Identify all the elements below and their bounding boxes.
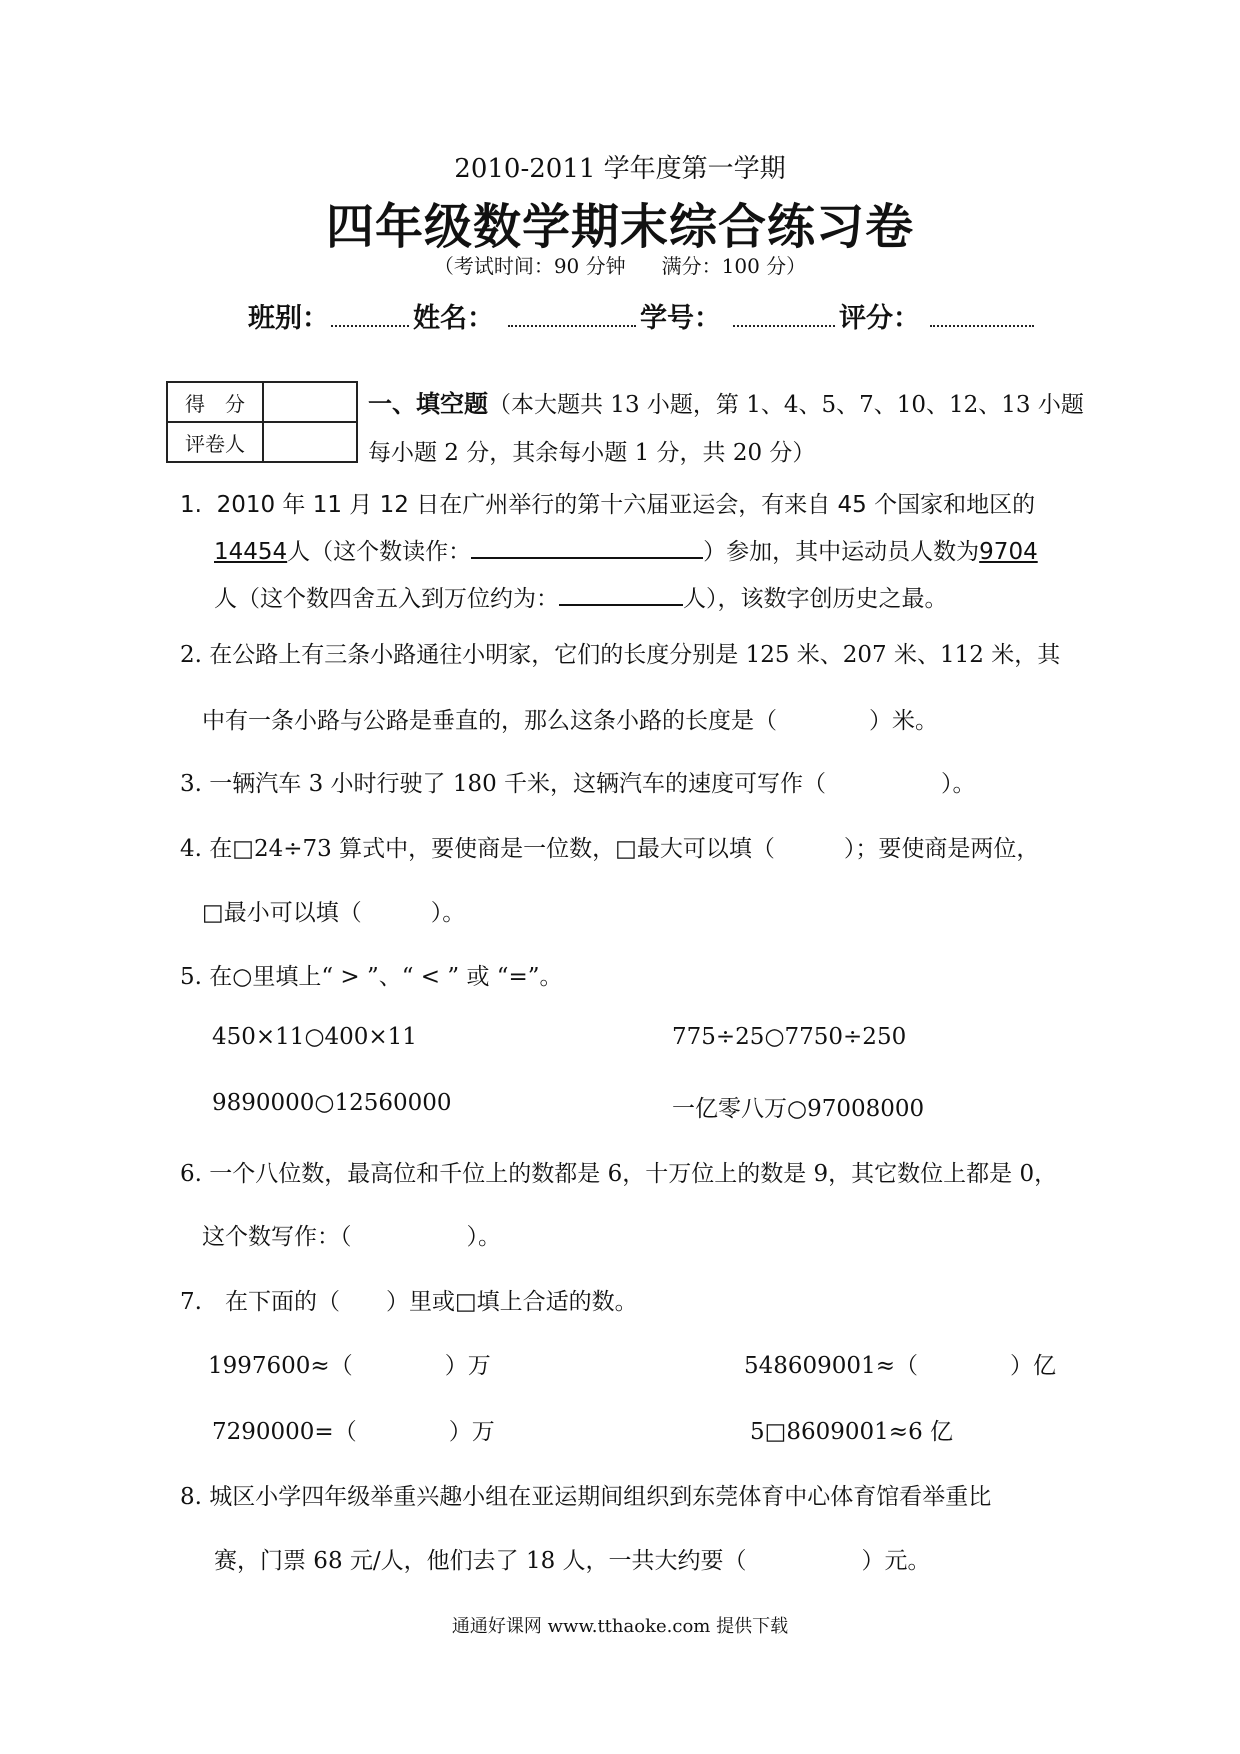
q2-line1: 2. 在公路上有三条小路通往小明家，它们的长度分别是 125 米、207 米、112 米，其 bbox=[180, 642, 1061, 668]
q7-item-a: 1997600≈（ ）万 bbox=[208, 1353, 491, 1379]
section1-desc-line1: （本大题共 13 小题，第 1、4、5、7、10、12、13 小题 bbox=[488, 392, 1084, 418]
section1-heading-line bbox=[368, 384, 1084, 419]
q1-text-line2b: ）参加，其中运动员人数为 bbox=[703, 539, 980, 565]
q4-line2: □最小可以填（ ）。 bbox=[202, 900, 466, 926]
q5-item-a: 450×11○400×11 bbox=[212, 1024, 417, 1050]
q1-line2 bbox=[214, 533, 1038, 566]
q3-line1: 3. 一辆汽车 3 小时行驶了 180 千米，这辆汽车的速度可写作（ ）。 bbox=[180, 771, 976, 797]
q1-text-line2a: 人（这个数读作： bbox=[287, 539, 472, 565]
student-id-label: 学号： bbox=[640, 303, 721, 334]
q1-number: 1. bbox=[180, 492, 202, 518]
grader-cell-label: 评卷人 bbox=[167, 422, 263, 462]
q1-line3 bbox=[214, 580, 948, 613]
score-blank[interactable] bbox=[930, 299, 1034, 327]
q5-item-c: 9890000○12560000 bbox=[212, 1090, 452, 1116]
q1-text-line3b: 人），该数字创历史之最。 bbox=[683, 586, 948, 612]
q7-item-c: 7290000=（ ）万 bbox=[212, 1419, 495, 1445]
score-table bbox=[166, 381, 358, 463]
q5-line1: 5. 在○里填上“ > ”、“ < ” 或 “=”。 bbox=[180, 964, 563, 990]
section1-desc-line2: 每小题 2 分，其余每小题 1 分，共 20 分） bbox=[368, 440, 816, 466]
class-blank[interactable] bbox=[331, 299, 409, 327]
grader-cell-box[interactable] bbox=[263, 422, 357, 462]
q5-item-d: 一亿零八万○97008000 bbox=[672, 1096, 925, 1122]
q1-number-14454: 14454 bbox=[214, 539, 288, 565]
class-label: 班别： bbox=[248, 303, 329, 334]
q6-line1: 6. 一个八位数，最高位和千位上的数都是 6，十万位上的数是 9，其它数位上都是 0， bbox=[180, 1161, 1058, 1187]
exam-title: 四年级数学期末综合练习卷 bbox=[325, 199, 914, 255]
section1-heading: 一、填空题 bbox=[368, 390, 488, 418]
q5-item-b: 775÷25○7750÷250 bbox=[672, 1024, 907, 1050]
exam-time: （考试时间：90 分钟 bbox=[433, 254, 626, 278]
q7-item-d: 5□8609001≈6 亿 bbox=[750, 1419, 954, 1445]
score-cell-label: 得 分 bbox=[167, 382, 263, 422]
q1-blank-rounding[interactable] bbox=[559, 582, 683, 606]
q4-line1: 4. 在□24÷73 算式中，要使商是一位数，□最大可以填（ ）；要使商是两位， bbox=[180, 836, 1040, 862]
footer-credit: 通通好课网 www.tthaoke.com 提供下载 bbox=[451, 1616, 789, 1637]
q7-line1: 7. 在下面的（ ）里或□填上合适的数。 bbox=[180, 1289, 638, 1315]
exam-info bbox=[0, 250, 1240, 279]
q8-line1: 8. 城区小学四年级举重兴趣小组在亚运期间组织到东莞体育中心体育馆看举重比 bbox=[180, 1484, 992, 1510]
exam-subtitle: 2010-2011 学年度第一学期 bbox=[454, 154, 786, 184]
q1-text-line3a: 人（这个数四舍五入到万位约为： bbox=[214, 586, 559, 612]
q6-line2: 这个数写作：（ ）。 bbox=[202, 1224, 501, 1250]
score-cell-box[interactable] bbox=[263, 382, 357, 422]
name-blank[interactable] bbox=[508, 299, 636, 327]
name-label: 姓名： bbox=[413, 303, 494, 334]
student-id-blank[interactable] bbox=[733, 299, 835, 327]
score-label: 评分： bbox=[839, 303, 920, 334]
q2-line2: 中有一条小路与公路是垂直的，那么这条小路的长度是（ ）米。 bbox=[202, 708, 938, 734]
q1-line1 bbox=[180, 486, 1035, 519]
q1-blank-reading[interactable] bbox=[471, 535, 703, 559]
full-score: 满分：100 分） bbox=[661, 254, 807, 278]
q8-line2: 赛，门票 68 元/人，他们去了 18 人，一共大约要（ ）元。 bbox=[214, 1548, 931, 1574]
student-info-fields bbox=[248, 296, 1038, 335]
q1-number-9704: 9704 bbox=[979, 539, 1038, 565]
q1-text-line1: 2010 年 11 月 12 日在广州举行的第十六届亚运会，有来自 45 个国家和地区的 bbox=[216, 492, 1036, 518]
q7-item-b: 548609001≈（ ）亿 bbox=[744, 1353, 1056, 1379]
